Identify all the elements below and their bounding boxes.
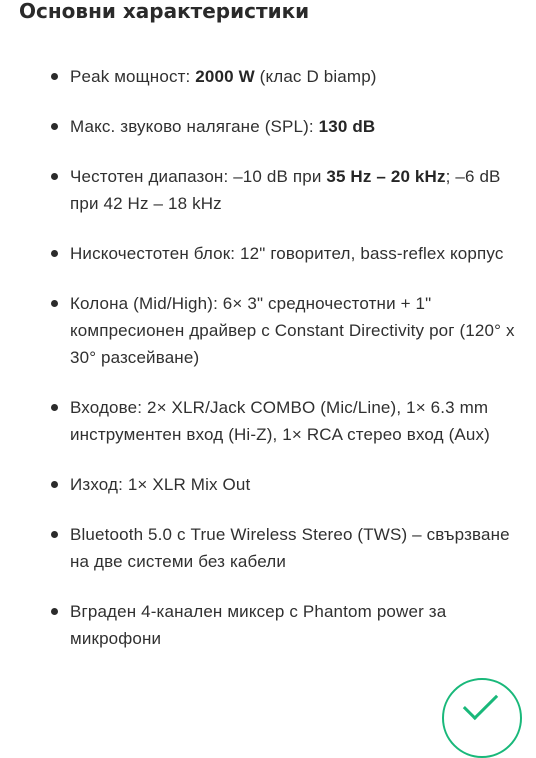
bullet-icon [51, 481, 58, 488]
spec-text: Честотен диапазон: –10 dB при [70, 167, 327, 186]
spec-text: (клас D biamp) [254, 67, 377, 86]
spec-text: Peak мощност: [70, 67, 196, 86]
spec-text: Колона (Mid/High): 6× 3" средночестотни + 1" компресионен драйвер с Constant Directivity рог (120° x 30° разсейване) [70, 294, 515, 367]
check-icon [463, 685, 498, 720]
spec-value-highlight: 2000 W [195, 67, 255, 86]
bullet-icon [51, 173, 58, 180]
spec-list-item [0, 471, 536, 498]
spec-list-item [0, 598, 536, 652]
spec-text: Входове: 2× XLR/Jack COMBO (Mic/Line), 1× 6.3 mm инструментен вход (Hi-Z), 1× RCA стерео вход (Aux) [70, 398, 490, 444]
spec-list-item [0, 394, 536, 448]
spec-list-item [0, 290, 536, 371]
spec-text: Макс. звуково налягане (SPL): [70, 117, 319, 136]
spec-text: Нискочестотен блок: 12" говорител, bass-reflex корпус [70, 244, 504, 263]
spec-value-highlight: 35 Hz – 20 kHz [326, 167, 446, 186]
chat-fab-button[interactable] [442, 678, 522, 758]
spec-text: Bluetooth 5.0 с True Wireless Stereo (TWS) – свързване на две системи без кабели [70, 525, 510, 571]
spec-list-item [0, 63, 536, 90]
bullet-icon [51, 73, 58, 80]
spec-list-item [0, 163, 536, 217]
spec-text: ; –6 dB при 42 Hz – 18 kHz [70, 167, 501, 213]
spec-list-item [0, 521, 536, 575]
bullet-icon [51, 404, 58, 411]
spec-list-item [0, 240, 536, 267]
bullet-icon [51, 531, 58, 538]
bullet-icon [51, 123, 58, 130]
bullet-icon [51, 250, 58, 257]
spec-text: Изход: 1× XLR Mix Out [70, 475, 251, 494]
bullet-icon [51, 300, 58, 307]
spec-value-highlight: 130 dB [318, 117, 376, 136]
spec-list-item [0, 113, 536, 140]
bullet-icon [51, 608, 58, 615]
spec-text: Вграден 4-канален миксер с Phantom power за микрофони [70, 602, 447, 648]
spec-list [0, 63, 536, 675]
section-title: Основни характеристики [19, 0, 310, 23]
